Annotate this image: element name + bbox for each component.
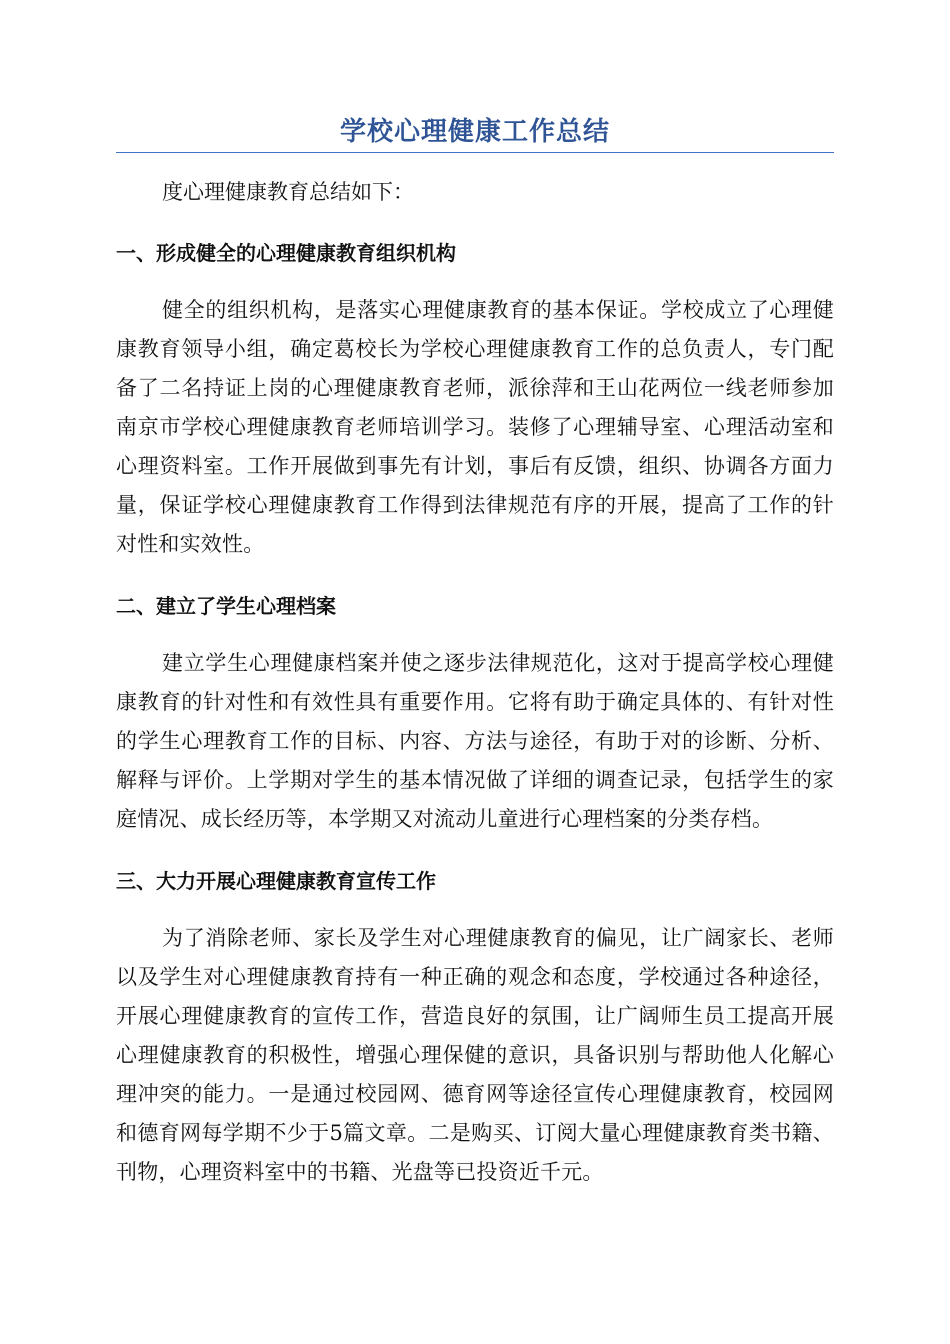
intro-paragraph: 度心理健康教育总结如下： xyxy=(162,180,414,204)
section-body-1: 健全的组织机构，是落实心理健康教育的基本保证。学校成立了心理健康教育领导小组，确定葛校长为学校心理健康教育工作的总负责人，专门配备了二名持证上岗的心理健康教育老师，派徐萍和王山花两位一线老师参加南京市学校心理健康教育老师培训学习。装修了心理辅导室、心理活动室和心理资料室。工作开展做到事先有计划，事后有反馈，组织、协调各方面力量，保证学校心理健康教育工作得到法律规范有序的开展，提高了工作的针对性和实效性。 xyxy=(116,298,834,556)
section-body-2: 建立学生心理健康档案并使之逐步法律规范化，这对于提高学校心理健康教育的针对性和有效性具有重要作用。它将有助于确定具体的、有针对性的学生心理教育工作的目标、内容、方法与途径，有助于对的诊断、分析、解释与评价。上学期对学生的基本情况做了详细的调查记录，包括学生的家庭情况、成长经历等，本学期又对流动儿童进行心理档案的分类存档。 xyxy=(116,651,834,831)
section-heading-1: 一、形成健全的心理健康教育组织机构 xyxy=(116,241,456,265)
document-title: 学校心理健康工作总结 xyxy=(339,117,610,147)
section-heading-3: 三、大力开展心理健康教育宣传工作 xyxy=(116,869,436,893)
section-heading-2: 二、建立了学生心理档案 xyxy=(116,594,336,618)
title-underline xyxy=(116,152,834,153)
document-page xyxy=(116,0,834,1192)
section-body-3: 为了消除老师、家长及学生对心理健康教育的偏见，让广阔家长、老师以及学生对心理健康教育持有一种正确的观念和态度，学校通过各种途径，开展心理健康教育的宣传工作，营造良好的氛围，让广阔师生员工提高开展心理健康教育的积极性，增强心理保健的意识，具备识别与帮助他人化解心理冲突的能力。一是通过校园网、德育网等途径宣传心理健康教育，校园网和德育网每学期不少于5篇文章。二是购买、订阅大量心理健康教育类书籍、刊物，心理资料室中的书籍、光盘等已投资近千元。 xyxy=(116,926,834,1184)
